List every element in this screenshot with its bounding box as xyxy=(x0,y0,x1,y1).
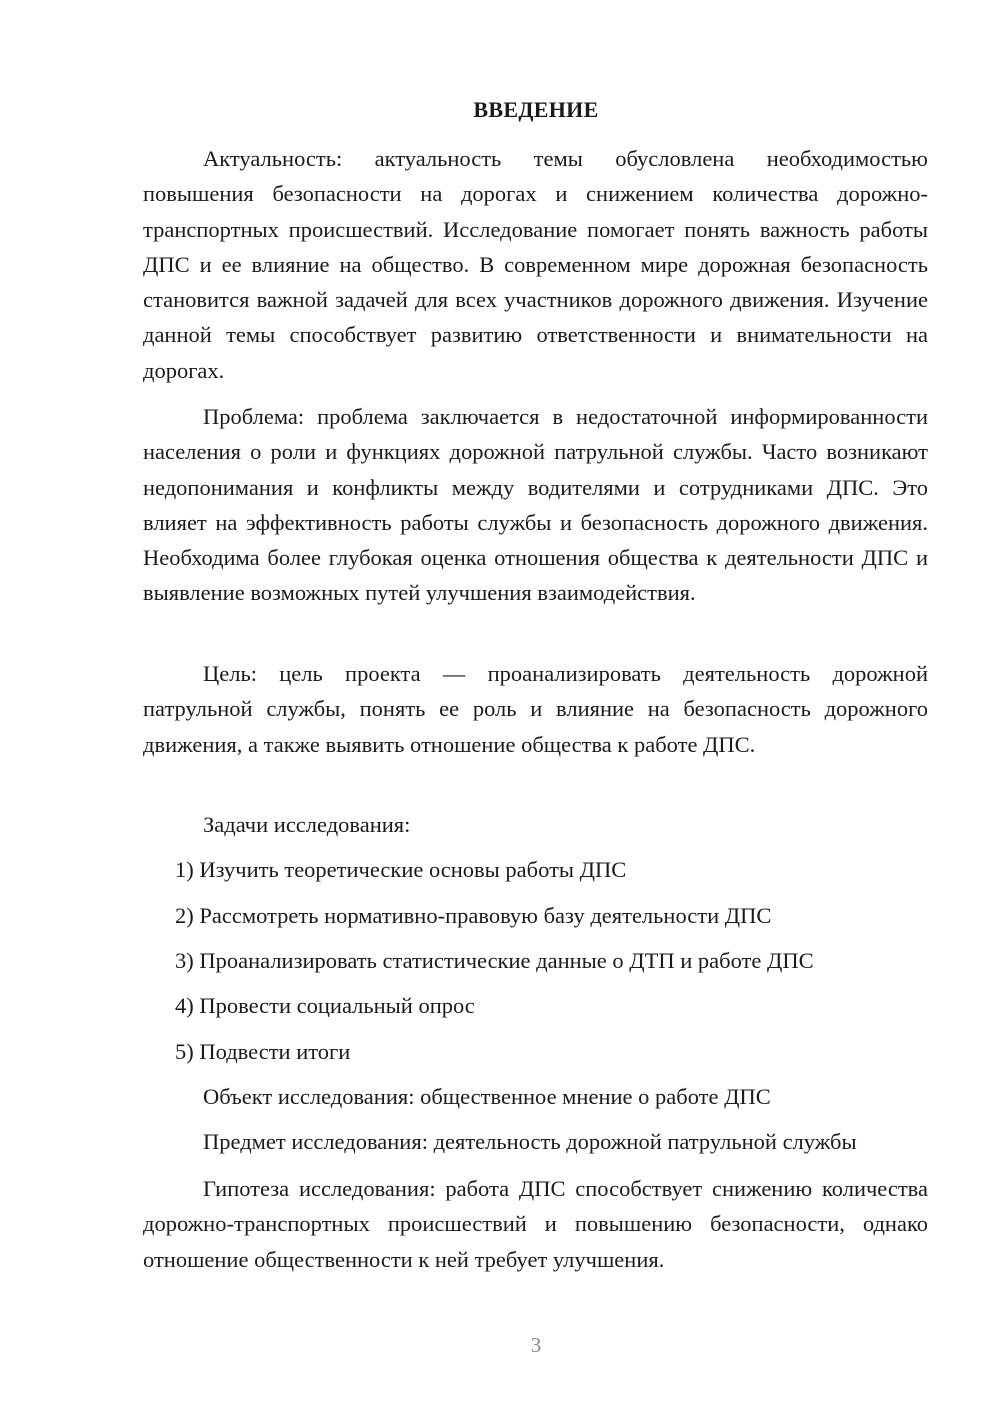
goal-paragraph: Цель: цель проекта — проанализировать деятельность дорожной патрульной службы, понять ее роль и влияние на безопасность дорожного движения, а также выявить отношение общества к работе ДПС. xyxy=(143,661,928,757)
problem-paragraph: Проблема: проблема заключается в недостаточной информированности населения о роли и функциях дорожной патрульной службы. Часто возникают недопонимания и конфликты между водителями и сотрудниками ДПС. Это влияет на эффективность работы службы и безопасность дорожного движения. Необходима более глубокая оценка отношения общества к деятельности ДПС и выявление возможных путей улучшения взаимодействия. xyxy=(143,404,928,606)
task-item: 4) Провести социальный опрос xyxy=(175,993,475,1018)
task-item: 3) Проанализировать статистические данные о ДТП и работе ДПС xyxy=(175,948,814,973)
page-title: ВВЕДЕНИЕ xyxy=(473,97,599,122)
task-item: 5) Подвести итоги xyxy=(175,1039,351,1064)
research-object: Объект исследования: общественное мнение о работе ДПС xyxy=(203,1084,771,1109)
page-number: 3 xyxy=(530,1333,542,1357)
task-item: 1) Изучить теоретические основы работы ДПС xyxy=(175,857,627,882)
research-subject: Предмет исследования: деятельность дорожной патрульной службы xyxy=(203,1129,857,1154)
tasks-heading: Задачи исследования: xyxy=(203,812,411,837)
relevance-paragraph: Актуальность: актуальность темы обусловлена необходимостью повышения безопасности на дорогах и снижением количества дорожно-транспортных происшествий. Исследование помогает понять важность работы ДПС и ее влияние на общество. В современном мире дорожная безопасность становится важной задачей для всех участников дорожного движения. Изучение данной темы способствует развитию ответственности и внимательности на дорогах. xyxy=(143,146,928,383)
hypothesis-paragraph: Гипотеза исследования: работа ДПС способствует снижению количества дорожно-транспортных происшествий и повышению безопасности, однако отношение общественности к ней требует улучшения. xyxy=(143,1176,928,1272)
task-item: 2) Рассмотреть нормативно-правовую базу деятельности ДПС xyxy=(175,903,772,928)
